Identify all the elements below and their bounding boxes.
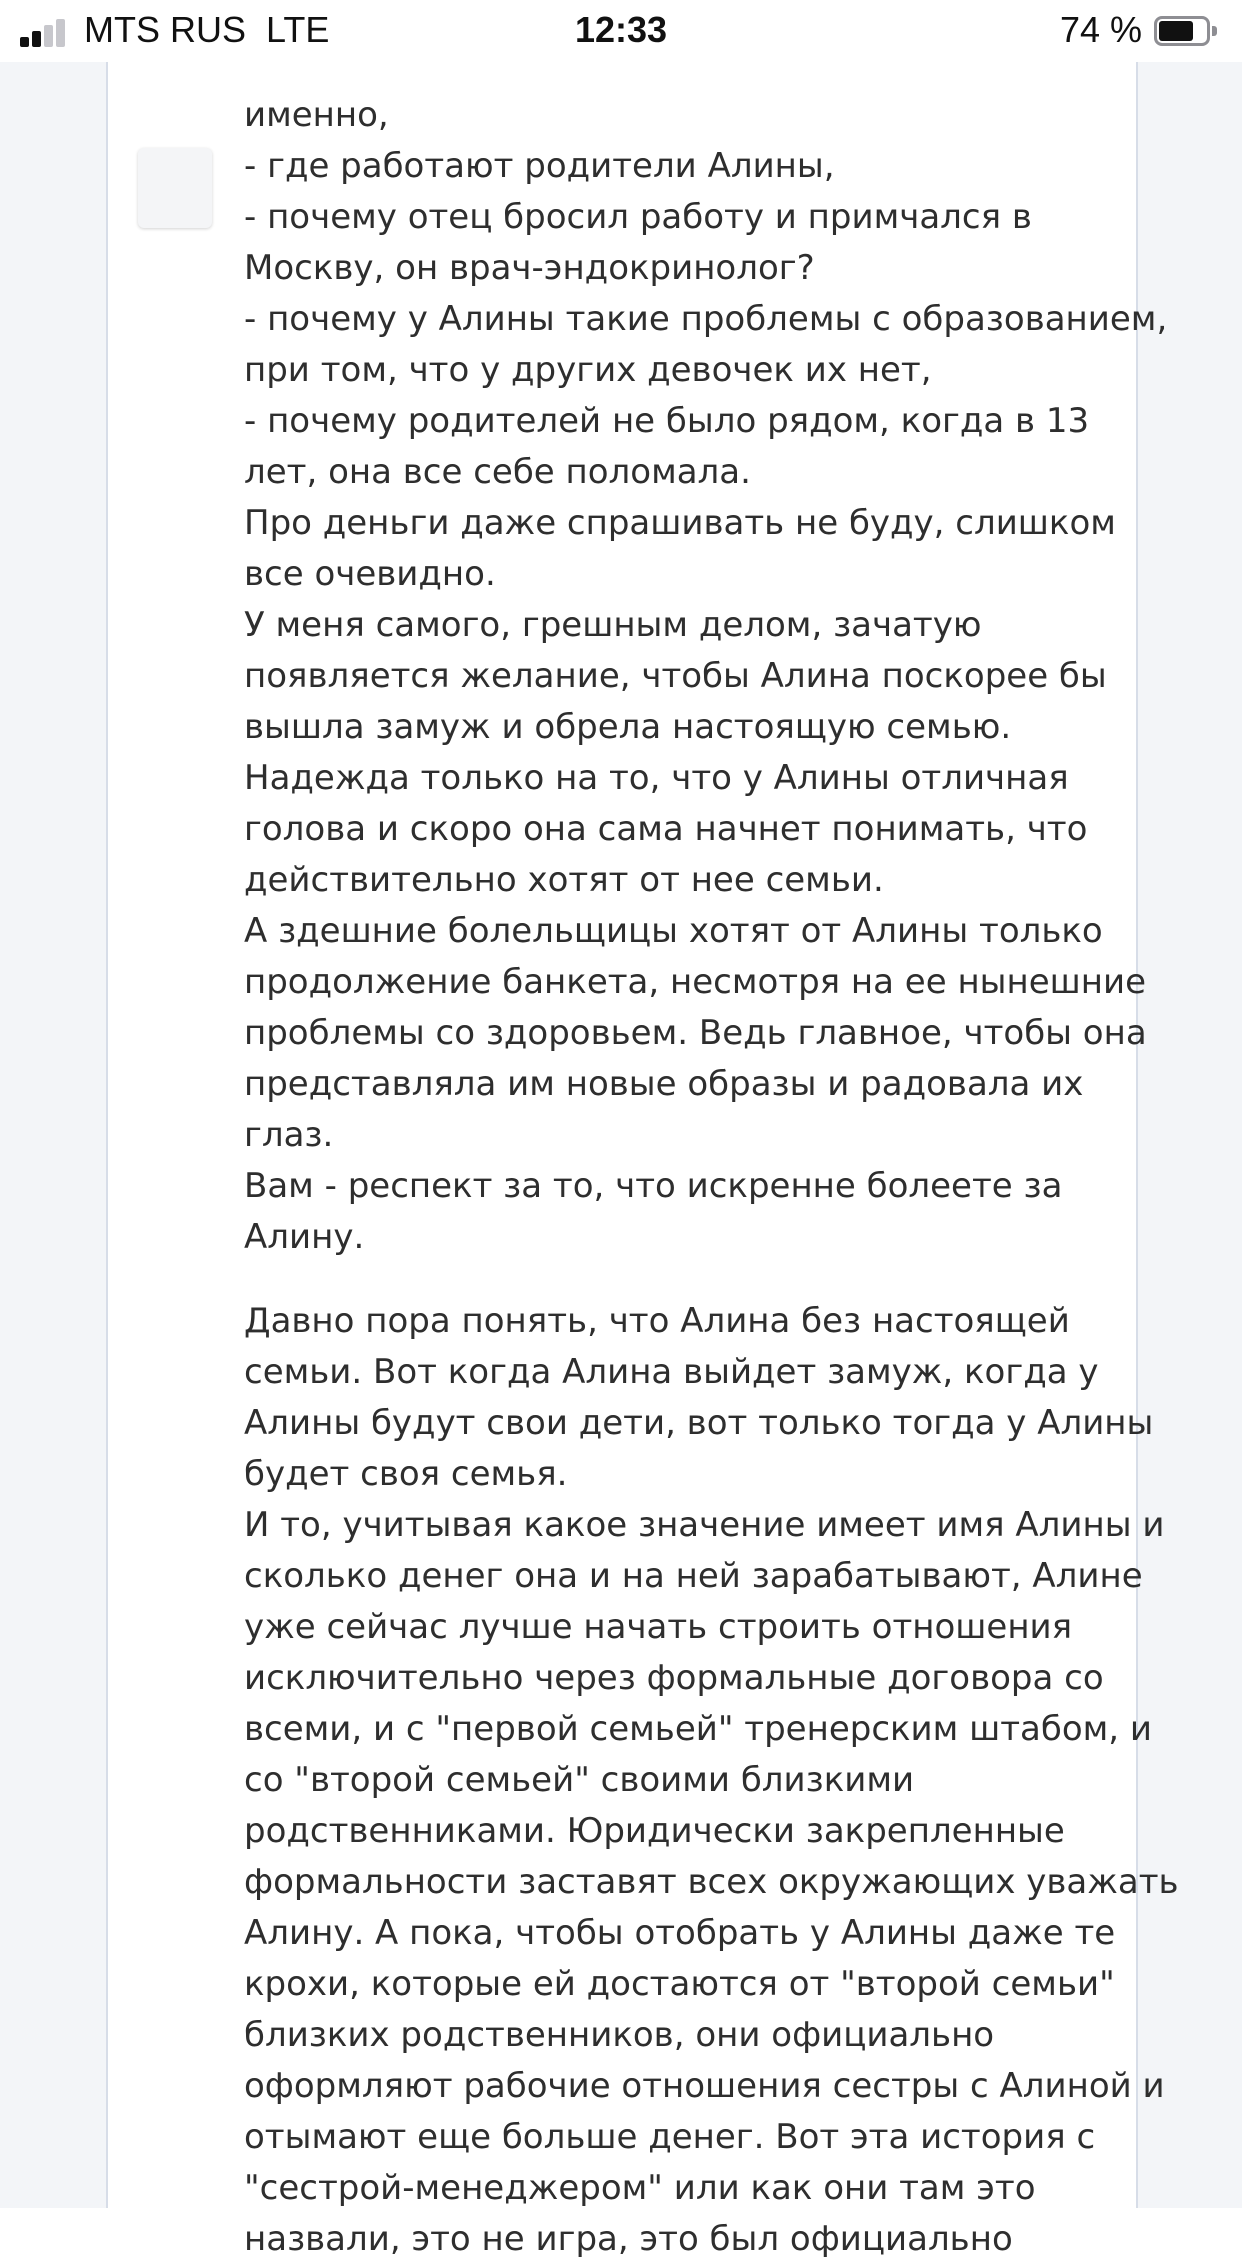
text-line: действительно хотят от нее семьи. [244,860,884,900]
text-line: близких родственников, они официально [244,2015,995,2055]
carrier-name: MTS RUS [84,9,246,50]
text-line: все очевидно. [244,554,496,594]
network-type: LTE [266,9,330,50]
text-line: Давно пора понять, что Алина без настоящей [244,1301,1070,1341]
paragraph-gap [244,1263,1224,1296]
text-line: Про деньги даже спрашивать не буду, слишком [244,503,1116,543]
text-line: сколько денег она и на ней зарабатывают, Алине [244,1556,1143,1596]
text-line: - почему у Алины такие проблемы с образованием, [244,299,1168,339]
text-line: всеми, и с "первой семьей" тренерским штабом, и [244,1709,1152,1749]
text-line: родственниками. Юридически закрепленные [244,1811,1065,1851]
text-line: Алину. [244,1217,365,1257]
text-line: представляла им новые образы и радовала их [244,1064,1084,1104]
text-line: оформляют рабочие отношения сестры с Алиной и [244,2066,1165,2106]
text-line: У меня самого, грешным делом, зачатую [244,605,982,645]
status-bar [0,0,1242,62]
text-line: Алину. А пока, чтобы отобрать у Алины даже те [244,1913,1116,1953]
comment-thread-column[interactable] [106,60,1179,2259]
text-line: - почему отец бросил работу и примчался в [244,197,1032,237]
text-line: Алины будут свои дети, вот только тогда у Алины [244,1403,1154,1443]
text-line: назвали, это не игра, это был официально [244,2219,1013,2259]
text-line: И то, учитывая какое значение имеет имя Алины и [244,1505,1165,1545]
text-line: крохи, которые ей достаются от "второй семьи" [244,1964,1115,2004]
text-line: при том, что у других девочек их нет, [244,350,932,390]
text-line: со "второй семьей" своими близкими [244,1760,915,1800]
text-line: появляется желание, чтобы Алина поскорее бы [244,656,1107,696]
avatar[interactable] [138,148,212,228]
text-line: Москву, он врач-эндокринолог? [244,248,815,288]
text-line: - почему родителей не было рядом, когда в 13 [244,401,1090,441]
text-line: вышла замуж и обрела настоящую семью. [244,707,1012,747]
text-line: "сестрой-менеджером" или как они там это [244,2168,1036,2208]
text-line: именно, [244,95,389,135]
text-line: лет, она все себе поломала. [244,452,751,492]
text-line: А здешние болельщицы хотят от Алины только [244,911,1103,951]
text-line: голова и скоро она сама начнет понимать, что [244,809,1088,849]
clock: 12:33 [574,9,668,50]
text-line: проблемы со здоровьем. Ведь главное, чтобы она [244,1013,1147,1053]
text-line: отымают еще больше денег. Вот эта история с [244,2117,1096,2157]
text-line: Вам - респект за то, что искренне болеете за [244,1166,1063,1206]
text-line: глаз. [244,1115,334,1155]
text-line: формальности заставят всех окружающих уважать [244,1862,1179,1902]
text-line: Надежда только на то, что у Алины отличная [244,758,1069,798]
battery-percent: 74 % [1059,9,1142,50]
battery-icon [1154,16,1218,46]
text-line: семьи. Вот когда Алина выйдет замуж, когда у [244,1352,1099,1392]
text-line: исключительно через формальные договора со [244,1658,1104,1698]
comment-body [244,90,1224,2265]
text-line: будет своя семья. [244,1454,568,1494]
text-line: продолжение банкета, несмотря на ее нынешние [244,962,1147,1002]
text-line: уже сейчас лучше начать строить отношения [244,1607,1073,1647]
text-line: - где работают родители Алины, [244,146,835,186]
